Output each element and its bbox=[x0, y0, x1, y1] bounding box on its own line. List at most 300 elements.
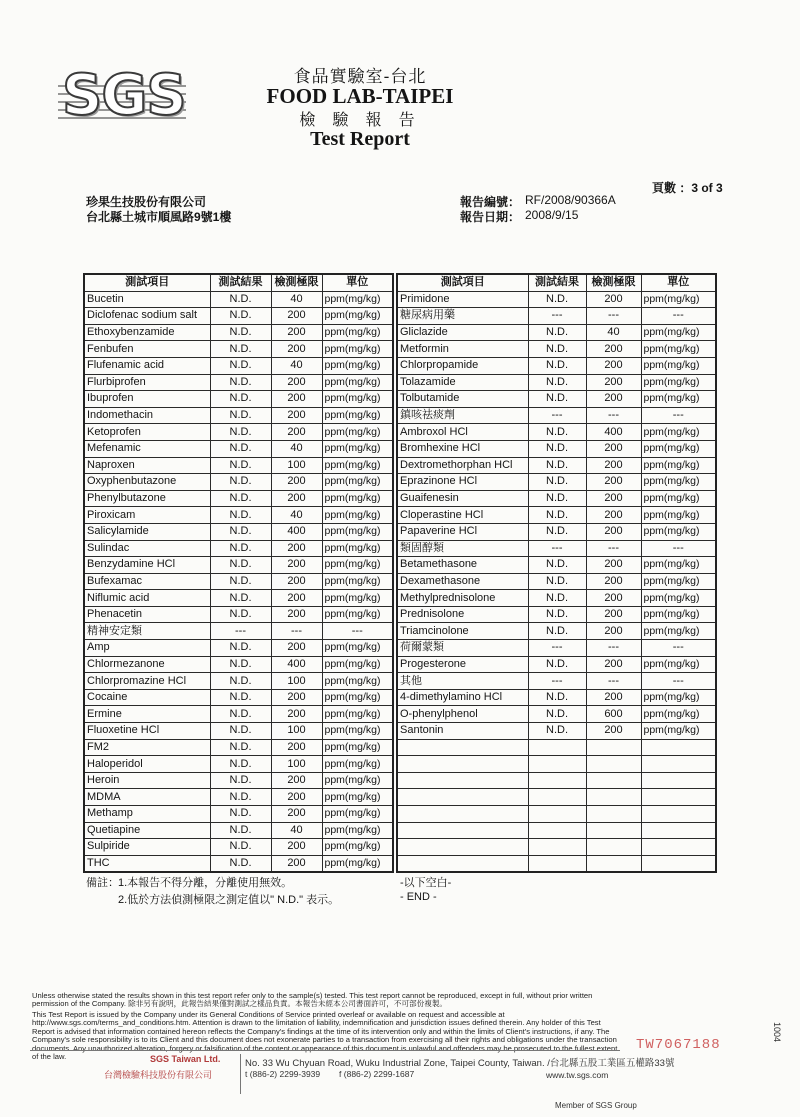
cell-unit: ppm(mg/kg) bbox=[322, 689, 393, 706]
cell-test-item: Bromhexine HCl bbox=[397, 440, 528, 457]
cell-unit: ppm(mg/kg) bbox=[641, 706, 716, 723]
cell-unit: ppm(mg/kg) bbox=[641, 689, 716, 706]
table-row bbox=[397, 424, 716, 441]
cell-detection-limit: 200 bbox=[586, 341, 641, 358]
cell-result: N.D. bbox=[210, 490, 271, 507]
cell-test-item: Amp bbox=[84, 640, 210, 657]
cell-unit: --- bbox=[641, 540, 716, 557]
cell-result: N.D. bbox=[528, 341, 586, 358]
table-row bbox=[397, 756, 716, 773]
cell-result: N.D. bbox=[528, 374, 586, 391]
table-row bbox=[397, 557, 716, 574]
cell-unit: ppm(mg/kg) bbox=[641, 341, 716, 358]
table-row bbox=[84, 706, 393, 723]
col-header-unit: 單位 bbox=[322, 274, 393, 291]
cell-result: N.D. bbox=[210, 308, 271, 325]
table-row bbox=[84, 540, 393, 557]
cell-unit: ppm(mg/kg) bbox=[641, 523, 716, 540]
table-row bbox=[397, 474, 716, 491]
cell-detection-limit: 400 bbox=[271, 656, 322, 673]
cell-detection-limit: --- bbox=[586, 540, 641, 557]
cell-result: --- bbox=[528, 308, 586, 325]
cell-result: N.D. bbox=[528, 457, 586, 474]
cell-test-item: Tolbutamide bbox=[397, 391, 528, 408]
cell-result bbox=[528, 756, 586, 773]
cell-result bbox=[528, 739, 586, 756]
cell-detection-limit: 200 bbox=[586, 573, 641, 590]
cell-detection-limit: 200 bbox=[586, 656, 641, 673]
table-row bbox=[84, 756, 393, 773]
cell-test-item: 糖尿病用藥 bbox=[397, 308, 528, 325]
cell-test-item: Santonin bbox=[397, 723, 528, 740]
cell-result: N.D. bbox=[210, 739, 271, 756]
cell-unit: ppm(mg/kg) bbox=[322, 341, 393, 358]
cell-result bbox=[528, 789, 586, 806]
cell-result: N.D. bbox=[210, 656, 271, 673]
cell-unit: ppm(mg/kg) bbox=[322, 440, 393, 457]
table-row bbox=[84, 623, 393, 640]
cell-result: --- bbox=[528, 673, 586, 690]
cell-detection-limit: 200 bbox=[271, 324, 322, 341]
cell-test-item: Flufenamic acid bbox=[84, 357, 210, 374]
cell-result: N.D. bbox=[528, 440, 586, 457]
table-row bbox=[84, 806, 393, 823]
results-table-left bbox=[83, 273, 394, 873]
cell-result: N.D. bbox=[528, 557, 586, 574]
cell-detection-limit: 200 bbox=[271, 540, 322, 557]
subtitle-en: Test Report bbox=[310, 128, 410, 150]
cell-test-item: Piroxicam bbox=[84, 507, 210, 524]
cell-result: N.D. bbox=[210, 673, 271, 690]
cell-detection-limit bbox=[586, 806, 641, 823]
cell-unit: ppm(mg/kg) bbox=[641, 291, 716, 308]
table-row bbox=[397, 523, 716, 540]
report-date-label: 報告日期： bbox=[460, 210, 521, 224]
cell-unit bbox=[641, 839, 716, 856]
cell-unit: ppm(mg/kg) bbox=[641, 590, 716, 607]
cell-test-item: Oxyphenbutazone bbox=[84, 474, 210, 491]
cell-test-item: Niflumic acid bbox=[84, 590, 210, 607]
cell-detection-limit bbox=[586, 822, 641, 839]
cell-detection-limit: 200 bbox=[271, 391, 322, 408]
table-row bbox=[84, 855, 393, 872]
cell-test-item: 精神安定類 bbox=[84, 623, 210, 640]
cell-result: N.D. bbox=[528, 391, 586, 408]
col-header-unit: 單位 bbox=[641, 274, 716, 291]
table-row bbox=[397, 374, 716, 391]
cell-detection-limit: 200 bbox=[271, 573, 322, 590]
cell-test-item: Triamcinolone bbox=[397, 623, 528, 640]
cell-detection-limit: 200 bbox=[586, 391, 641, 408]
cell-detection-limit: 40 bbox=[271, 357, 322, 374]
cell-unit: ppm(mg/kg) bbox=[322, 490, 393, 507]
note-2: 2.低於方法偵測極限之測定值以" N.D." 表示。 bbox=[118, 894, 340, 906]
cell-detection-limit: 200 bbox=[271, 772, 322, 789]
cell-test-item: Salicylamide bbox=[84, 523, 210, 540]
table-row bbox=[84, 341, 393, 358]
cell-detection-limit bbox=[586, 855, 641, 872]
cell-unit: ppm(mg/kg) bbox=[641, 424, 716, 441]
disclaimer-paragraph-1: Unless otherwise stated the results shown in this test report refer only to the sample(s) tested. This test report cannot be reproduced, except in full, without prior written permission of the Company. 除非另有說明，此報告結果僅對測試之樣品負責。本報告未經本公司書面許可，不可部份複製。 bbox=[32, 991, 593, 1009]
table-row bbox=[397, 590, 716, 607]
footer-member: Member of SGS Group bbox=[555, 1101, 637, 1110]
cell-detection-limit: 200 bbox=[586, 689, 641, 706]
cell-detection-limit: 200 bbox=[271, 689, 322, 706]
table-row bbox=[397, 739, 716, 756]
cell-unit: ppm(mg/kg) bbox=[641, 490, 716, 507]
client-address: 台北縣土城市順風路9號1樓 bbox=[86, 210, 232, 224]
footer-tel: t (886-2) 2299-3939 bbox=[245, 1069, 321, 1079]
cell-test-item: Naproxen bbox=[84, 457, 210, 474]
cell-detection-limit: 400 bbox=[586, 424, 641, 441]
cell-test-item: Methylprednisolone bbox=[397, 590, 528, 607]
cell-unit: ppm(mg/kg) bbox=[322, 673, 393, 690]
cell-detection-limit: 200 bbox=[271, 490, 322, 507]
table-row bbox=[397, 606, 716, 623]
cell-result: N.D. bbox=[210, 822, 271, 839]
cell-test-item bbox=[397, 772, 528, 789]
cell-detection-limit: --- bbox=[586, 308, 641, 325]
cell-result: N.D. bbox=[210, 806, 271, 823]
footer-fax: f (886-2) 2299-1687 bbox=[339, 1069, 415, 1079]
table-row bbox=[84, 640, 393, 657]
cell-test-item: THC bbox=[84, 855, 210, 872]
client-company: 珍果生技股份有限公司 bbox=[86, 195, 207, 209]
table-row bbox=[84, 523, 393, 540]
table-row bbox=[84, 308, 393, 325]
cell-detection-limit: 200 bbox=[586, 557, 641, 574]
cell-test-item: Progesterone bbox=[397, 656, 528, 673]
cell-test-item: Guaifenesin bbox=[397, 490, 528, 507]
cell-unit: ppm(mg/kg) bbox=[322, 606, 393, 623]
cell-result: N.D. bbox=[210, 391, 271, 408]
cell-test-item: Ibuprofen bbox=[84, 391, 210, 408]
table-row bbox=[397, 490, 716, 507]
cell-test-item: Phenylbutazone bbox=[84, 490, 210, 507]
col-header-item: 測試項目 bbox=[397, 274, 528, 291]
table-row bbox=[84, 391, 393, 408]
cell-result: N.D. bbox=[528, 706, 586, 723]
cell-result: N.D. bbox=[528, 357, 586, 374]
cell-result: N.D. bbox=[528, 689, 586, 706]
cell-unit bbox=[641, 772, 716, 789]
cell-detection-limit: 200 bbox=[271, 839, 322, 856]
cell-unit: ppm(mg/kg) bbox=[322, 474, 393, 491]
cell-result: N.D. bbox=[210, 291, 271, 308]
cell-detection-limit: 40 bbox=[586, 324, 641, 341]
cell-unit: ppm(mg/kg) bbox=[322, 789, 393, 806]
cell-test-item: Ermine bbox=[84, 706, 210, 723]
cell-test-item: Ketoprofen bbox=[84, 424, 210, 441]
cell-result: N.D. bbox=[210, 772, 271, 789]
cell-test-item bbox=[397, 822, 528, 839]
cell-detection-limit: 40 bbox=[271, 822, 322, 839]
cell-result: N.D. bbox=[528, 573, 586, 590]
cell-unit: ppm(mg/kg) bbox=[322, 739, 393, 756]
cell-unit: ppm(mg/kg) bbox=[641, 606, 716, 623]
cell-test-item: 鎮咳祛痰劑 bbox=[397, 407, 528, 424]
cell-test-item: Tolazamide bbox=[397, 374, 528, 391]
cell-test-item bbox=[397, 756, 528, 773]
cell-result: N.D. bbox=[210, 474, 271, 491]
table-row bbox=[84, 374, 393, 391]
cell-unit: ppm(mg/kg) bbox=[322, 706, 393, 723]
cell-detection-limit bbox=[586, 789, 641, 806]
table-row bbox=[84, 789, 393, 806]
cell-detection-limit: 200 bbox=[271, 424, 322, 441]
cell-result: N.D. bbox=[210, 540, 271, 557]
cell-result: N.D. bbox=[210, 457, 271, 474]
cell-detection-limit: --- bbox=[586, 673, 641, 690]
cell-unit: ppm(mg/kg) bbox=[322, 557, 393, 574]
end-marker: - END - bbox=[400, 891, 437, 903]
cell-test-item: Metformin bbox=[397, 341, 528, 358]
cell-test-item: Bufexamac bbox=[84, 573, 210, 590]
cell-test-item: Prednisolone bbox=[397, 606, 528, 623]
cell-unit: ppm(mg/kg) bbox=[322, 723, 393, 740]
cell-detection-limit: 200 bbox=[586, 623, 641, 640]
cell-unit: ppm(mg/kg) bbox=[641, 357, 716, 374]
cell-test-item: Primidone bbox=[397, 291, 528, 308]
cell-test-item: Heroin bbox=[84, 772, 210, 789]
cell-unit bbox=[641, 806, 716, 823]
table-row bbox=[84, 324, 393, 341]
cell-unit: ppm(mg/kg) bbox=[322, 324, 393, 341]
cell-test-item: FM2 bbox=[84, 739, 210, 756]
cell-detection-limit: 200 bbox=[271, 374, 322, 391]
cell-detection-limit: 400 bbox=[271, 523, 322, 540]
cell-detection-limit: 200 bbox=[586, 723, 641, 740]
cell-result: --- bbox=[210, 623, 271, 640]
cell-detection-limit bbox=[586, 756, 641, 773]
cell-detection-limit bbox=[586, 839, 641, 856]
table-row bbox=[397, 324, 716, 341]
report-number-label: 報告編號： bbox=[460, 195, 521, 209]
cell-unit: ppm(mg/kg) bbox=[322, 772, 393, 789]
table-row bbox=[397, 291, 716, 308]
cell-detection-limit: 200 bbox=[271, 557, 322, 574]
cell-detection-limit: 40 bbox=[271, 291, 322, 308]
cell-test-item: Phenacetin bbox=[84, 606, 210, 623]
cell-test-item: Mefenamic bbox=[84, 440, 210, 457]
cell-detection-limit: 100 bbox=[271, 723, 322, 740]
cell-test-item: 其他 bbox=[397, 673, 528, 690]
cell-result: N.D. bbox=[210, 689, 271, 706]
table-row bbox=[397, 623, 716, 640]
cell-test-item bbox=[397, 739, 528, 756]
cell-unit: --- bbox=[641, 308, 716, 325]
cell-unit: ppm(mg/kg) bbox=[322, 855, 393, 872]
title-en: FOOD LAB-TAIPEI bbox=[266, 84, 454, 108]
cell-unit: ppm(mg/kg) bbox=[322, 656, 393, 673]
cell-detection-limit: 200 bbox=[586, 291, 641, 308]
table-row bbox=[84, 739, 393, 756]
cell-test-item: Fluoxetine HCl bbox=[84, 723, 210, 740]
cell-detection-limit: 200 bbox=[586, 590, 641, 607]
cell-unit: ppm(mg/kg) bbox=[322, 457, 393, 474]
table-row bbox=[84, 457, 393, 474]
disclaimer-paragraph-2: This Test Report is issued by the Company under its General Conditions of Service printed overleaf or available on request and accessible at http://www.sgs.com/terms_and_conditions.htm. Attention is drawn to the limitation of liability, indemnification and jurisdiction issues defined therein. Any holder of this Test Report is advised that information contained hereon reflects the Company's findings at the time of its intervention only and within the limits of Client's instructions, if any. The Company's sole responsibility is to its Client and this document does not exonerate parties to a transaction from exercising all their rights and obligations under the transaction documents. Any unauthorized alteration, forgery or falsification of the content or appearance of this document is unlawful and offenders may be prosecuted to the fullest extent of the law. bbox=[32, 1010, 618, 1062]
cell-result: N.D. bbox=[210, 407, 271, 424]
table-row bbox=[397, 308, 716, 325]
cell-detection-limit: 200 bbox=[271, 474, 322, 491]
table-row bbox=[84, 656, 393, 673]
cell-test-item bbox=[397, 789, 528, 806]
cell-result bbox=[528, 855, 586, 872]
cell-unit bbox=[641, 855, 716, 872]
cell-detection-limit: 200 bbox=[586, 440, 641, 457]
results-table-right bbox=[396, 273, 717, 873]
table-row bbox=[397, 855, 716, 872]
cell-detection-limit: 200 bbox=[586, 374, 641, 391]
col-header-item: 測試項目 bbox=[84, 274, 210, 291]
cell-result bbox=[528, 806, 586, 823]
cell-result: N.D. bbox=[210, 855, 271, 872]
cell-result: N.D. bbox=[210, 573, 271, 590]
cell-result: N.D. bbox=[210, 374, 271, 391]
cell-result: N.D. bbox=[210, 606, 271, 623]
cell-unit: ppm(mg/kg) bbox=[322, 590, 393, 607]
cell-unit: ppm(mg/kg) bbox=[322, 540, 393, 557]
cell-unit: ppm(mg/kg) bbox=[641, 557, 716, 574]
cell-detection-limit: 200 bbox=[586, 490, 641, 507]
cell-test-item: Benzydamine HCl bbox=[84, 557, 210, 574]
col-header-limit: 檢測極限 bbox=[586, 274, 641, 291]
cell-test-item: Papaverine HCl bbox=[397, 523, 528, 540]
cell-detection-limit: 200 bbox=[271, 606, 322, 623]
cell-test-item: Eprazinone HCl bbox=[397, 474, 528, 491]
cell-test-item: Betamethasone bbox=[397, 557, 528, 574]
cell-result bbox=[528, 772, 586, 789]
cell-detection-limit: 200 bbox=[271, 855, 322, 872]
cell-test-item bbox=[397, 855, 528, 872]
cell-test-item: Sulindac bbox=[84, 540, 210, 557]
cell-result: N.D. bbox=[210, 523, 271, 540]
cell-detection-limit: 200 bbox=[271, 706, 322, 723]
cell-result: N.D. bbox=[528, 590, 586, 607]
cell-unit: ppm(mg/kg) bbox=[322, 374, 393, 391]
cell-result: --- bbox=[528, 407, 586, 424]
cell-detection-limit: 200 bbox=[271, 341, 322, 358]
cell-unit: ppm(mg/kg) bbox=[641, 324, 716, 341]
table-row bbox=[397, 640, 716, 657]
cell-test-item bbox=[397, 806, 528, 823]
report-number: RF/2008/90366A bbox=[525, 193, 616, 207]
cell-result: N.D. bbox=[528, 507, 586, 524]
cell-test-item: 4-dimethylamino HCl bbox=[397, 689, 528, 706]
table-row bbox=[84, 606, 393, 623]
cell-test-item: Diclofenac sodium salt bbox=[84, 308, 210, 325]
cell-result: N.D. bbox=[210, 507, 271, 524]
cell-detection-limit: 200 bbox=[586, 357, 641, 374]
cell-test-item: Haloperidol bbox=[84, 756, 210, 773]
cell-result: N.D. bbox=[210, 756, 271, 773]
cell-detection-limit bbox=[586, 772, 641, 789]
cell-result: N.D. bbox=[210, 440, 271, 457]
cell-test-item: Cocaine bbox=[84, 689, 210, 706]
col-header-result: 測試結果 bbox=[528, 274, 586, 291]
table-row bbox=[397, 440, 716, 457]
cell-unit: ppm(mg/kg) bbox=[322, 424, 393, 441]
cell-result: N.D. bbox=[528, 324, 586, 341]
cell-result: N.D. bbox=[210, 324, 271, 341]
cell-result: N.D. bbox=[210, 341, 271, 358]
cell-unit: ppm(mg/kg) bbox=[322, 391, 393, 408]
table-row bbox=[397, 772, 716, 789]
cell-unit: ppm(mg/kg) bbox=[322, 523, 393, 540]
footer-divider bbox=[30, 1050, 620, 1051]
cell-test-item: Fenbufen bbox=[84, 341, 210, 358]
cell-unit: ppm(mg/kg) bbox=[322, 407, 393, 424]
cell-test-item: Chlormezanone bbox=[84, 656, 210, 673]
cell-unit: ppm(mg/kg) bbox=[322, 357, 393, 374]
table-row bbox=[397, 573, 716, 590]
cell-test-item: Cloperastine HCl bbox=[397, 507, 528, 524]
cell-detection-limit: 200 bbox=[586, 523, 641, 540]
cell-detection-limit: 600 bbox=[586, 706, 641, 723]
table-row bbox=[397, 341, 716, 358]
table-row bbox=[84, 772, 393, 789]
cell-result: N.D. bbox=[528, 723, 586, 740]
cell-test-item: Quetiapine bbox=[84, 822, 210, 839]
cell-detection-limit: 200 bbox=[271, 739, 322, 756]
table-row bbox=[397, 457, 716, 474]
table-row bbox=[84, 822, 393, 839]
cell-unit: ppm(mg/kg) bbox=[641, 474, 716, 491]
cell-unit: ppm(mg/kg) bbox=[322, 806, 393, 823]
cell-unit: --- bbox=[322, 623, 393, 640]
cell-result bbox=[528, 822, 586, 839]
cell-result: N.D. bbox=[210, 723, 271, 740]
notes-label: 備註： bbox=[86, 877, 119, 889]
cell-result: N.D. bbox=[210, 706, 271, 723]
cell-result: N.D. bbox=[528, 424, 586, 441]
footer-vertical-divider bbox=[240, 1054, 241, 1094]
cell-unit: ppm(mg/kg) bbox=[322, 308, 393, 325]
cell-detection-limit: --- bbox=[586, 407, 641, 424]
table-row bbox=[84, 557, 393, 574]
col-header-limit: 檢測極限 bbox=[271, 274, 322, 291]
subtitle-zh: 檢 驗 報 告 bbox=[299, 110, 421, 129]
table-row bbox=[397, 391, 716, 408]
cell-unit bbox=[641, 739, 716, 756]
cell-result: --- bbox=[528, 640, 586, 657]
cell-unit bbox=[641, 756, 716, 773]
cell-test-item: Ambroxol HCl bbox=[397, 424, 528, 441]
cell-test-item: 類固醇類 bbox=[397, 540, 528, 557]
cell-detection-limit: 40 bbox=[271, 507, 322, 524]
table-row bbox=[397, 656, 716, 673]
cell-result: N.D. bbox=[210, 640, 271, 657]
cell-detection-limit: --- bbox=[586, 640, 641, 657]
table-row bbox=[84, 573, 393, 590]
cell-result: N.D. bbox=[210, 839, 271, 856]
cell-detection-limit: 200 bbox=[586, 606, 641, 623]
table-row bbox=[84, 590, 393, 607]
report-date: 2008/9/15 bbox=[525, 208, 579, 222]
cell-result: N.D. bbox=[528, 623, 586, 640]
table-row bbox=[84, 474, 393, 491]
table-row bbox=[84, 357, 393, 374]
cell-unit: ppm(mg/kg) bbox=[641, 391, 716, 408]
cell-result: N.D. bbox=[210, 557, 271, 574]
cell-result: --- bbox=[528, 540, 586, 557]
table-row bbox=[397, 806, 716, 823]
cell-detection-limit: 100 bbox=[271, 673, 322, 690]
serial-number: TW7067188 bbox=[636, 1037, 721, 1053]
cell-unit: ppm(mg/kg) bbox=[322, 291, 393, 308]
cell-detection-limit: 100 bbox=[271, 457, 322, 474]
